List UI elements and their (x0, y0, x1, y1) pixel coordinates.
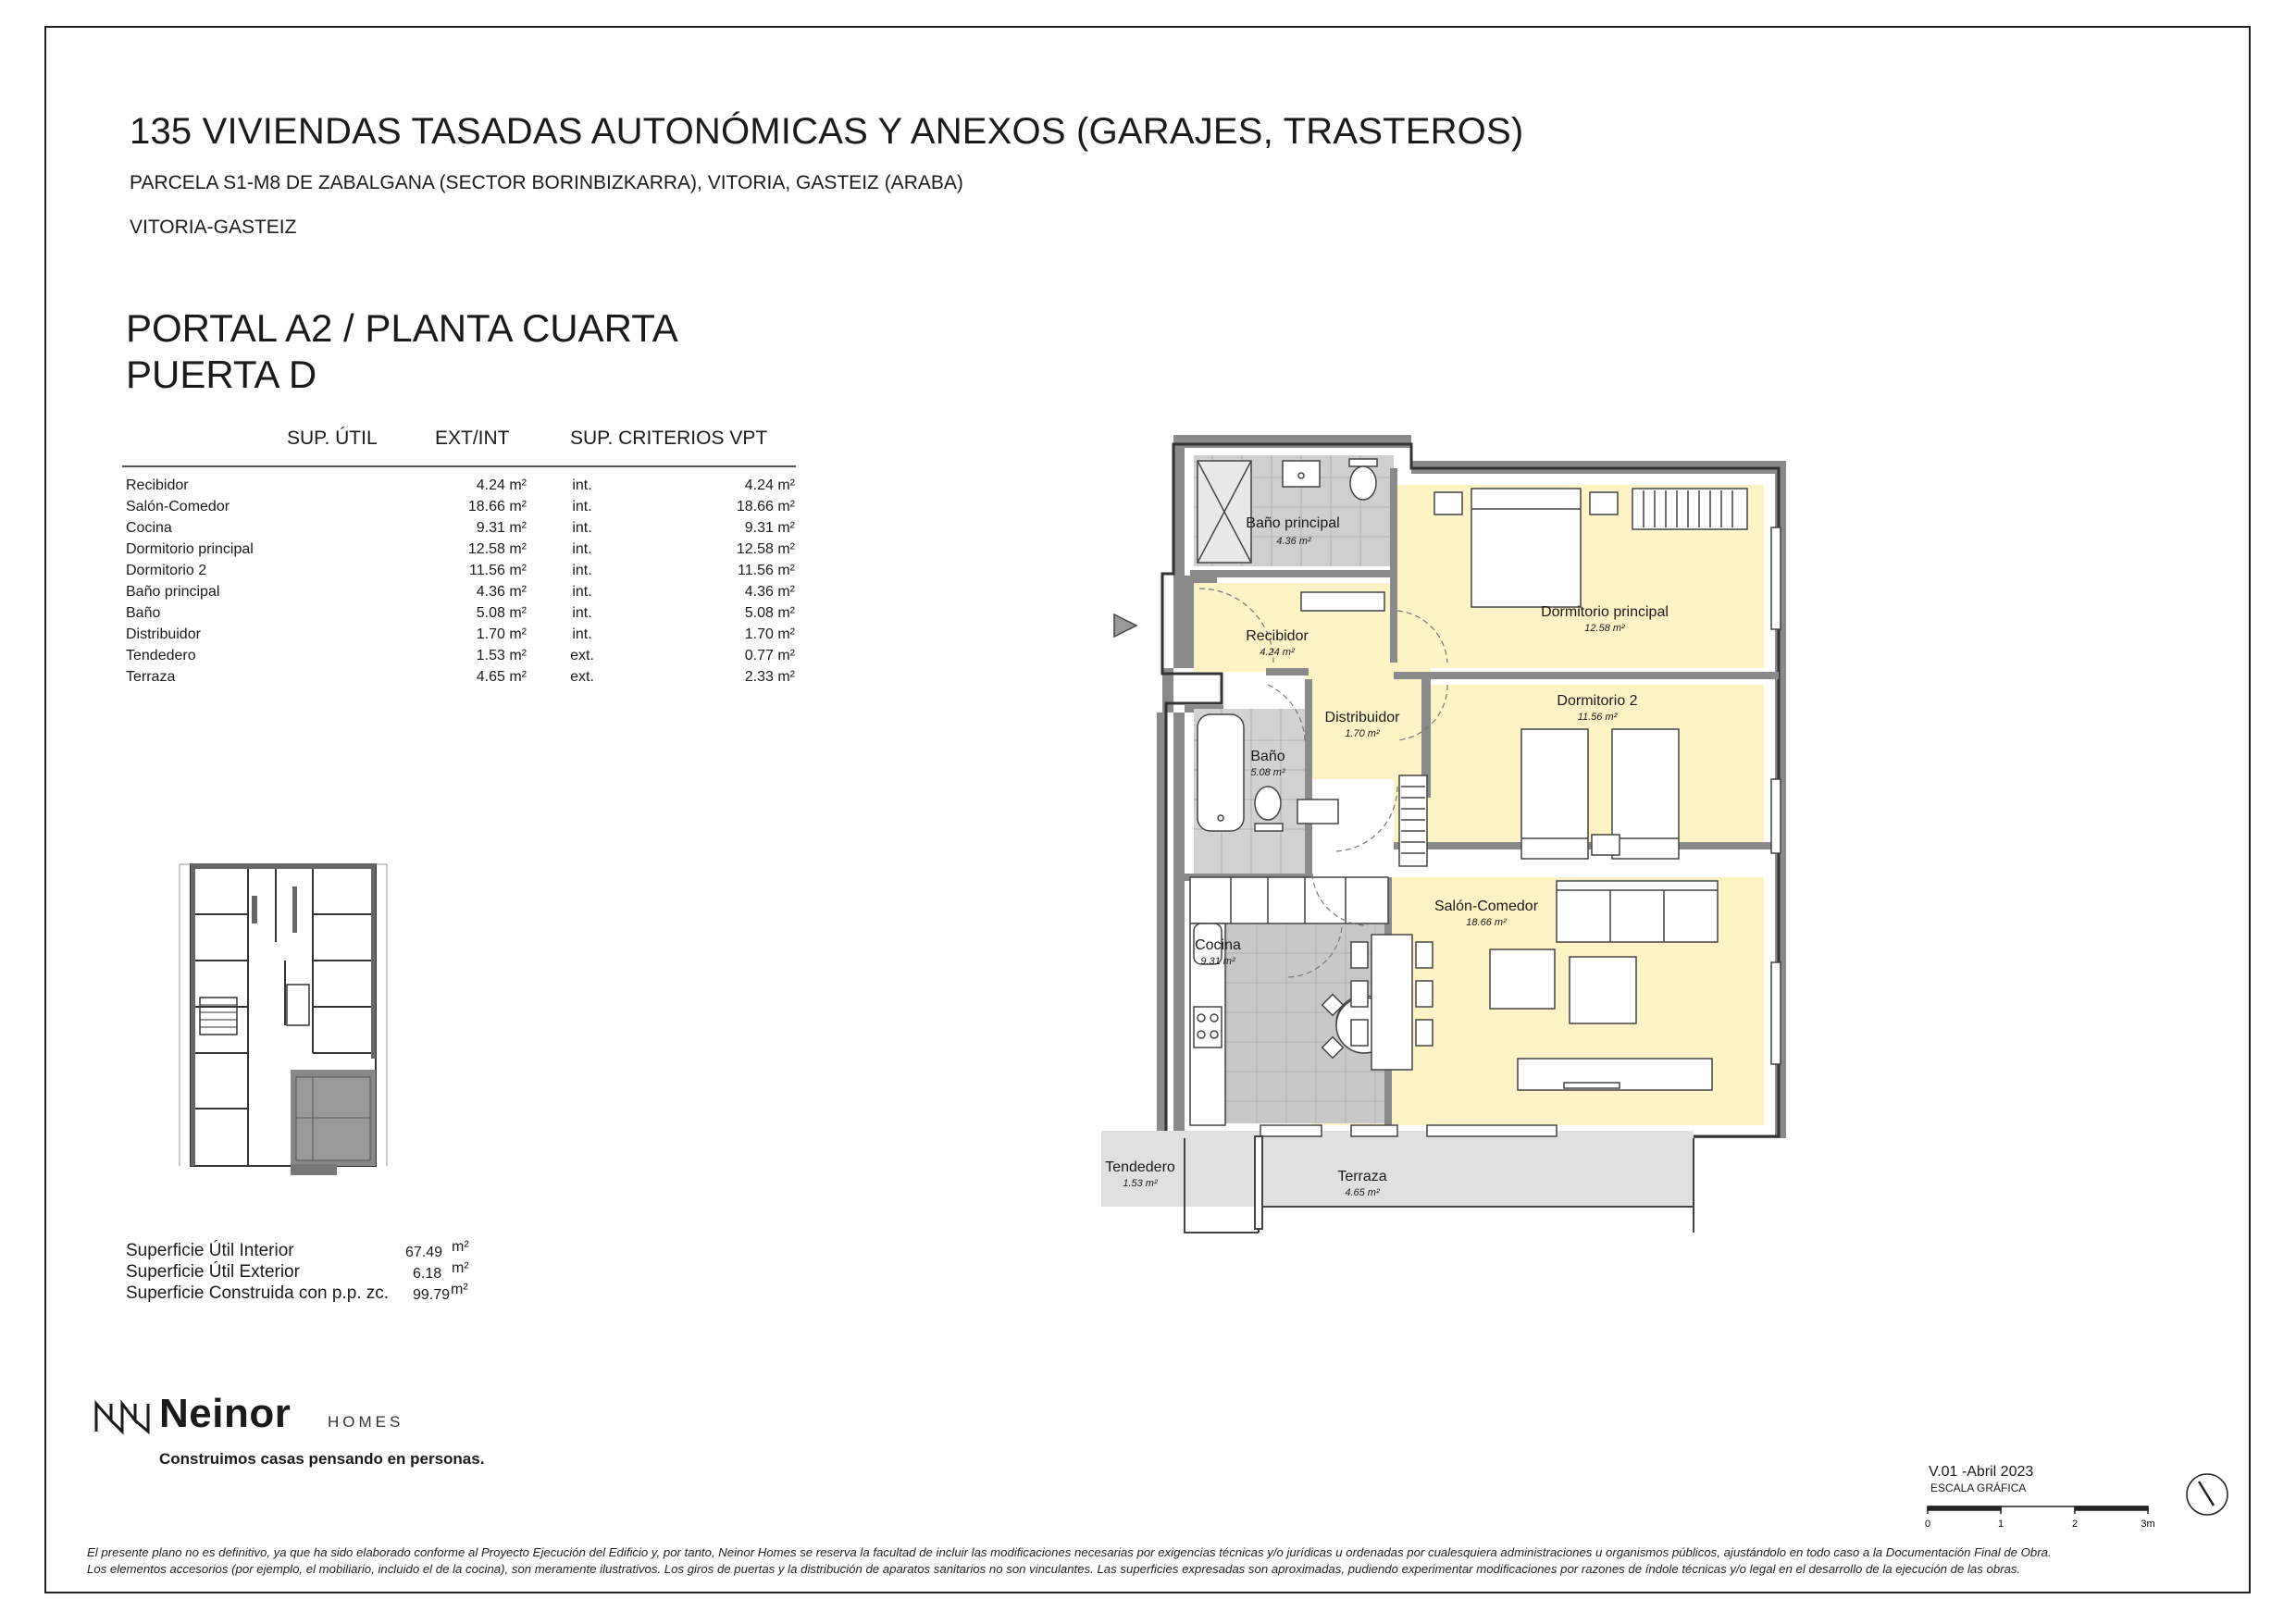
sup-util: 4.36 m² (476, 584, 527, 600)
col-header-ext-int: EXT/INT (435, 428, 510, 449)
sup-vpt: 4.36 m² (744, 584, 795, 600)
table-row (126, 496, 795, 517)
ext-int: ext. (570, 669, 594, 685)
area-recibidor: 4.24 m² (1260, 647, 1295, 658)
room-name: Recibidor (126, 477, 189, 493)
unit-title (126, 305, 678, 398)
area-distribuidor: 1.70 m² (1345, 728, 1380, 739)
sup-vpt: 1.70 m² (744, 626, 795, 642)
area-cocina: 9.31 m² (1200, 956, 1235, 967)
sup-vpt: 11.56 m² (738, 563, 795, 578)
label-bano: Baño (1250, 749, 1285, 764)
room-name: Distribuidor (126, 626, 201, 642)
area-table (126, 475, 795, 688)
table-row (126, 602, 795, 624)
table-row (126, 475, 795, 496)
ext-int: int. (572, 520, 592, 536)
brand-tagline: Construimos casas pensando en personas. (159, 1450, 485, 1468)
col-header-sup-util: SUP. ÚTIL (287, 428, 378, 449)
scale-tick-2: 2 (2071, 1519, 2079, 1530)
table-row (126, 539, 795, 560)
project-title: 135 VIVIENDAS TASADAS AUTONÓMICAS Y ANEXOS (GARAJES, TRASTEROS) (130, 111, 1524, 152)
bathtub (1198, 714, 1244, 831)
sup-vpt: 0.77 m² (744, 648, 795, 663)
area-dormitorio-2: 11.56 m² (1577, 712, 1618, 723)
entrance-arrow-icon (1114, 614, 1136, 637)
total-unit: m² (451, 1282, 468, 1297)
sup-util: 9.31 m² (476, 520, 527, 536)
sup-vpt: 4.24 m² (744, 477, 795, 493)
ext-int: ext. (570, 648, 594, 663)
brand-name: Neinor (159, 1391, 292, 1436)
scale-label: ESCALA GRÁFICA (1930, 1481, 2027, 1494)
ext-int: int. (572, 584, 592, 600)
sup-util: 4.65 m² (476, 669, 527, 685)
floor-plan (1083, 435, 1795, 1240)
table-row (126, 624, 795, 645)
project-location: PARCELA S1-M8 DE ZABALGANA (SECTOR BORINBIZKARRA), VITORIA, GASTEIZ (ARABA) (130, 172, 963, 193)
label-dormitorio-principal: Dormitorio principal (1541, 604, 1669, 620)
shower (1198, 461, 1251, 563)
col-header-sup-vpt: SUP. CRITERIOS VPT (570, 428, 768, 449)
area-tendedero: 1.53 m² (1123, 1178, 1158, 1189)
room-name: Dormitorio 2 (126, 563, 207, 578)
label-salon-comedor: Salón-Comedor (1433, 899, 1539, 914)
area-bano: 5.08 m² (1250, 767, 1285, 778)
label-recibidor: Recibidor (1246, 628, 1309, 644)
highlighted-unit (291, 1070, 376, 1175)
area-bano-principal: 4.36 m² (1276, 536, 1311, 547)
room-name: Cocina (126, 520, 172, 536)
unit-door: PUERTA D (126, 353, 317, 396)
scale-tick-1: 1 (1997, 1519, 2004, 1530)
ext-int: int. (572, 541, 592, 557)
total-value: 99.79 (413, 1287, 451, 1303)
building-key-plan (174, 859, 396, 1175)
table-row (126, 560, 795, 581)
document-version: V.01 -Abril 2023 (1929, 1464, 2034, 1480)
table-row (126, 581, 795, 602)
room-name: Dormitorio principal (126, 541, 254, 557)
sup-util: 4.24 m² (476, 477, 527, 493)
scale-tick-0: 0 (1925, 1519, 1931, 1530)
sup-util: 1.53 m² (476, 648, 527, 663)
ext-int: int. (572, 605, 592, 621)
table-header-rule (122, 465, 796, 467)
total-label: Superficie Útil Exterior (126, 1262, 300, 1282)
disclaimer-line: Los elementos accesorios (por ejemplo, el mobiliario, incluido el de la cocina), son meramente ilustrativos. Los giros de puertas y la distribución de aparatos sanitarios no son vinculantes. Las superficies expresadas son aproximadas, pudiendo experimentar modificaciones por razones de índole técnicas y/o legal en el desarrollo de la ejecución de las obras. (87, 1562, 2021, 1576)
ext-int: int. (572, 477, 592, 493)
total-value: 67.49 (405, 1245, 443, 1260)
room-name: Baño principal (126, 584, 220, 600)
total-row (126, 1283, 478, 1304)
ext-int: int. (572, 499, 592, 514)
sup-util: 11.56 m² (469, 563, 527, 578)
total-row (126, 1261, 478, 1283)
area-totals (126, 1240, 478, 1304)
table-row (126, 517, 795, 539)
label-tendedero: Tendedero (1105, 1159, 1175, 1175)
sup-vpt: 9.31 m² (744, 520, 795, 536)
area-dormitorio-principal: 12.58 m² (1584, 623, 1625, 634)
total-unit: m² (452, 1260, 469, 1276)
sup-util: 5.08 m² (476, 605, 527, 621)
project-city: VITORIA-GASTEIZ (130, 217, 297, 238)
total-unit: m² (452, 1239, 469, 1255)
sup-vpt: 18.66 m² (736, 499, 795, 514)
area-terraza: 4.65 m² (1345, 1187, 1380, 1198)
label-dormitorio-2: Dormitorio 2 (1557, 693, 1638, 709)
terrace-floor (1101, 1131, 1694, 1207)
table-row (126, 666, 795, 688)
total-row (126, 1240, 478, 1261)
label-distribuidor: Distribuidor (1324, 710, 1400, 725)
total-label: Superficie Construida con p.p. zc. (126, 1283, 390, 1303)
legal-disclaimer (87, 1544, 2262, 1578)
sup-vpt: 2.33 m² (744, 669, 795, 685)
room-name: Baño (126, 605, 161, 621)
label-bano-principal: Baño principal (1246, 515, 1340, 531)
total-label: Superficie Útil Interior (126, 1241, 294, 1260)
label-cocina: Cocina (1195, 937, 1241, 953)
room-name: Salón-Comedor (126, 499, 230, 514)
table-row (126, 645, 795, 666)
north-arrow-icon (2184, 1471, 2230, 1518)
brand-suffix: HOMES (328, 1413, 404, 1431)
sup-vpt: 5.08 m² (744, 605, 795, 621)
neinor-logo-icon (94, 1400, 150, 1435)
label-terraza: Terraza (1337, 1169, 1387, 1184)
room-name: Tendedero (126, 648, 196, 663)
scale-tick-3: 3m (2141, 1519, 2155, 1530)
ext-int: int. (572, 563, 592, 578)
sup-util: 12.58 m² (467, 541, 527, 557)
sup-vpt: 12.58 m² (736, 541, 795, 557)
room-name: Terraza (126, 669, 176, 685)
graphic-scale-bar (1925, 1497, 2166, 1531)
total-value: 6.18 (413, 1266, 442, 1282)
unit-portal-floor: PORTAL A2 / PLANTA CUARTA (126, 306, 678, 350)
area-salon-comedor: 18.66 m² (1466, 917, 1507, 928)
sup-util: 1.70 m² (476, 626, 527, 642)
sup-util: 18.66 m² (467, 499, 527, 514)
ext-int: int. (572, 626, 592, 642)
disclaimer-line: El presente plano no es definitivo, ya que ha sido elaborado conforme al Proyecto Ejecución del Edificio y, por tanto, Neinor Homes se reserva la facultad de incluir las modificaciones necesarias por exigencias técnicas y/o jurídicas u ordenadas por cualesquiera administraciones u organismos públicos, ajustándolo en todo caso a la Documentación Final de Obra. (87, 1545, 2052, 1559)
